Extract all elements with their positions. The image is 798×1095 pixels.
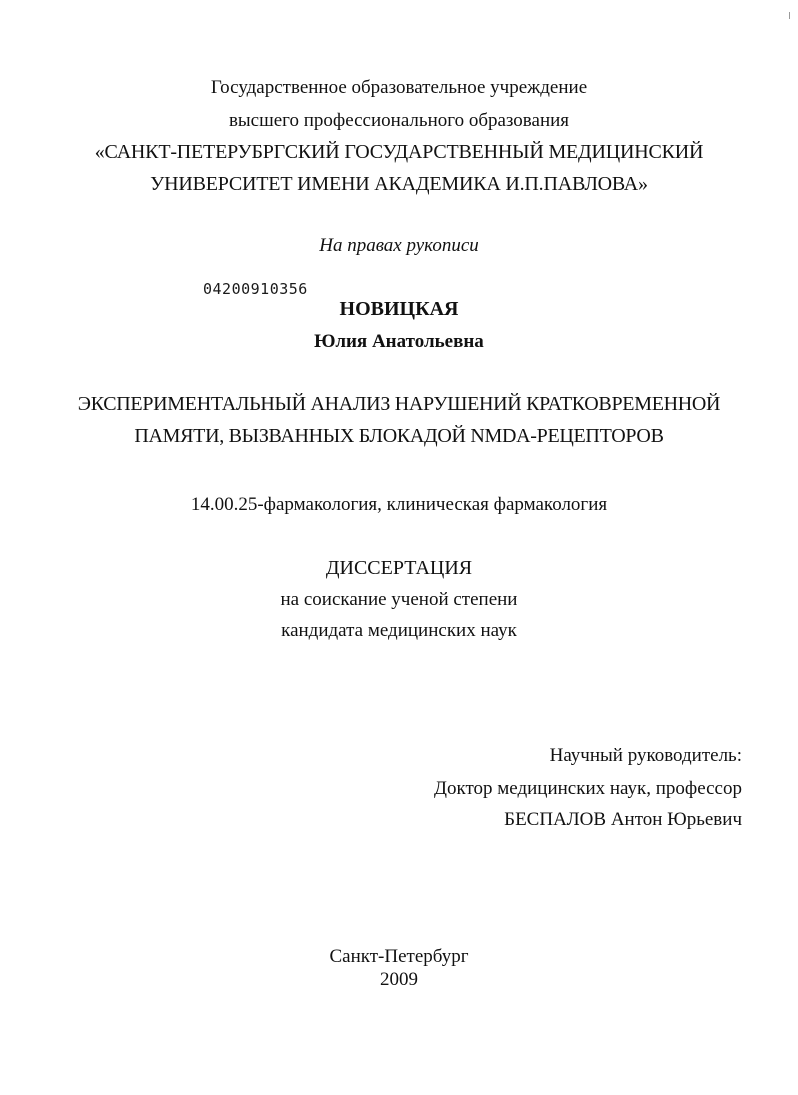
document-type: ДИССЕРТАЦИЯ bbox=[325, 557, 473, 579]
supervisor-name: БЕСПАЛОВ Антон Юрьевич bbox=[504, 809, 742, 830]
scan-mark bbox=[789, 12, 790, 19]
archive-stamp-number: 04200910356 bbox=[203, 280, 308, 298]
rights-note: На правах рукописи bbox=[319, 235, 479, 256]
author-surname: НОВИЦКАЯ bbox=[339, 298, 459, 320]
supervisor-label: Научный руководитель: bbox=[549, 745, 742, 766]
institution-line-4: УНИВЕРСИТЕТ ИМЕНИ АКАДЕМИКА И.П.ПАВЛОВА» bbox=[150, 173, 648, 195]
degree-line-1: на соискание ученой степени bbox=[280, 589, 518, 610]
degree-line-2: кандидата медицинских наук bbox=[281, 620, 517, 641]
institution-line-3: «САНКТ-ПЕТЕРУБРГСКИЙ ГОСУДАРСТВЕННЫЙ МЕДИЦИНСКИЙ bbox=[94, 141, 704, 163]
thesis-title-line-1: ЭКСПЕРИМЕНТАЛЬНЫЙ АНАЛИЗ НАРУШЕНИЙ КРАТКОВРЕМЕННОЙ bbox=[77, 393, 721, 415]
institution-line-2: высшего профессионального образования bbox=[228, 110, 570, 131]
city: Санкт-Петербург bbox=[329, 946, 469, 967]
institution-line-1: Государственное образовательное учреждение bbox=[210, 77, 588, 98]
supervisor-credentials: Доктор медицинских наук, профессор bbox=[434, 778, 742, 799]
author-given-names: Юлия Анатольевна bbox=[314, 331, 484, 352]
thesis-title-line-2: ПАМЯТИ, ВЫЗВАННЫХ БЛОКАДОЙ NMDA-РЕЦЕПТОРОВ bbox=[134, 425, 664, 447]
year: 2009 bbox=[380, 969, 418, 990]
specialty: 14.00.25-фармакология, клиническая фармакология bbox=[190, 494, 608, 515]
